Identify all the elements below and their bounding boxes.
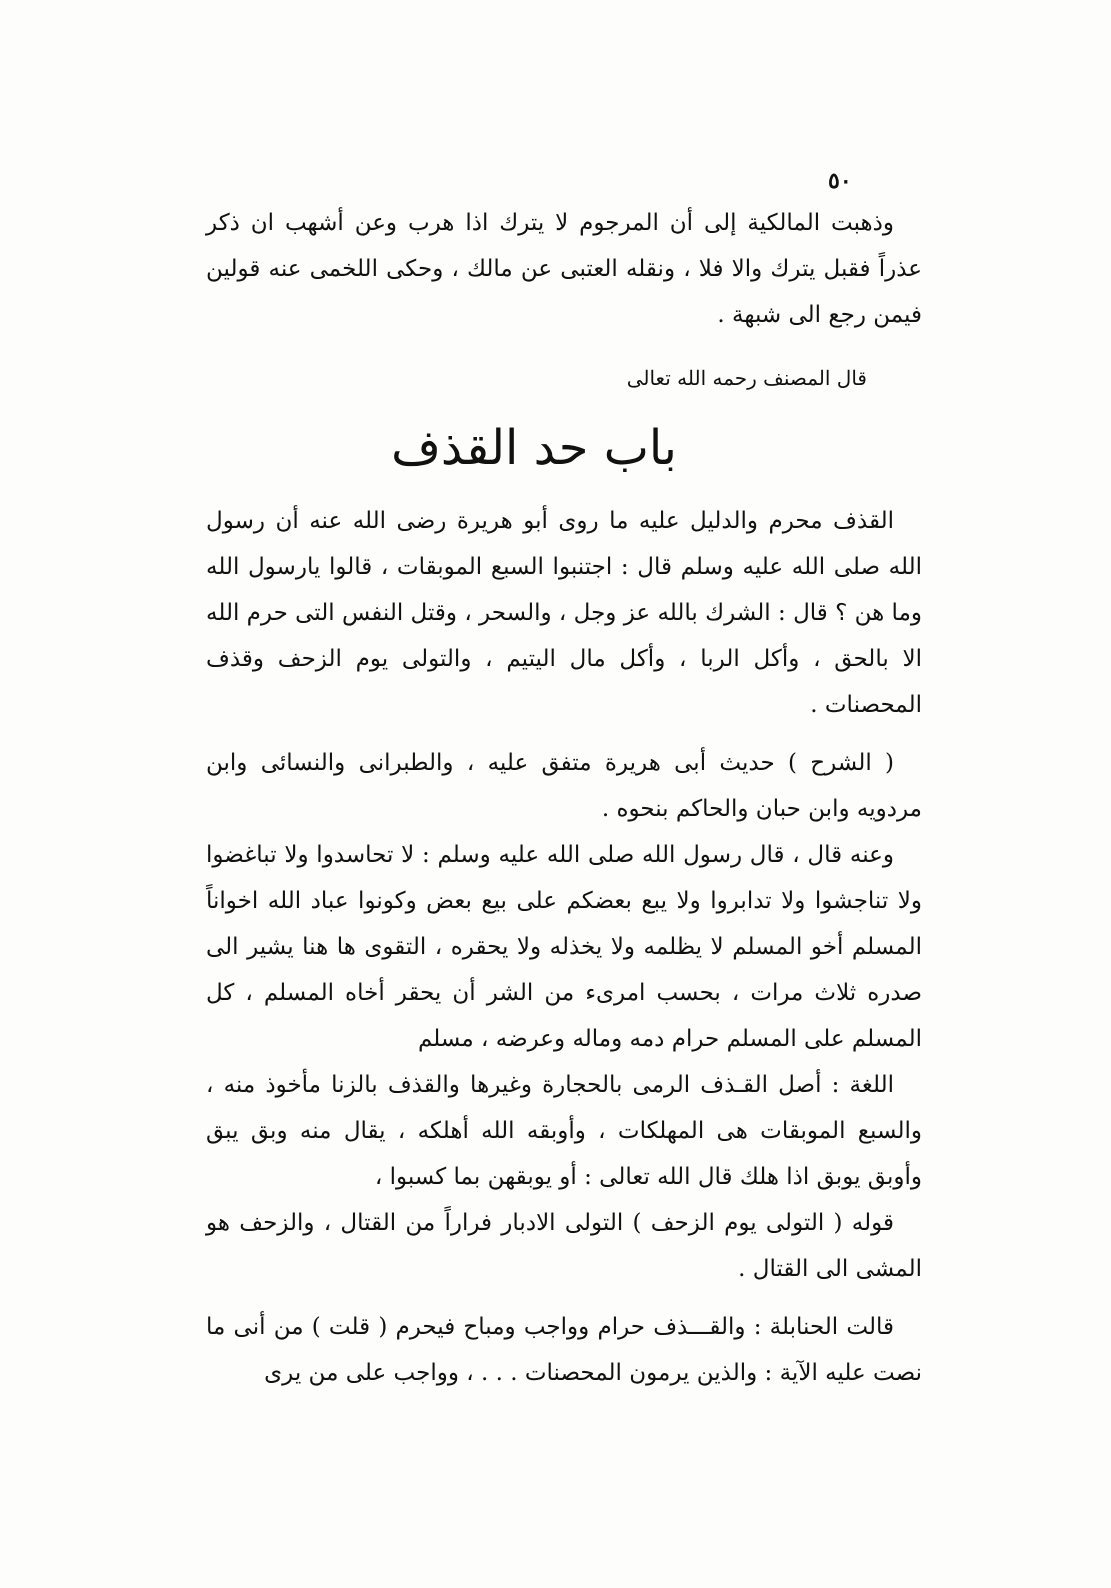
spacer [206,728,922,740]
chapter-title: باب حد القذف [391,420,677,476]
paragraph-maliki-opinion: وذهبت المالكية إلى أن المرجوم لا يترك اذا هرب وعن أشهب ان ذكر عذراً فقبل يترك والا فلا ، ونقله العتبى عن مالك ، وحكى اللخمى عنه قولين فيمن رجع الى شبهة . [206,210,922,328]
page-number: ٥٠ [828,168,852,194]
paragraph-sharh: ( الشرح ) حديث أبى هريرة متفق عليه ، والطبرانى والنسائى وابن مردويه وابن حبان والحاكم بنحوه . [206,750,922,822]
paragraph-hanabila: قالت الحنابلة : والقـــذف حرام وواجب ومباح فيحرم ( قلت ) من أنى ما نصت عليه الآية : والذين يرمون المحصنات . . . ، وواجب على من يرى [206,1314,922,1386]
author-attribution: قال المصنف رحمه الله تعالى [626,366,867,390]
page-body [206,200,922,1396]
paragraph-qadhf-hadith: القذف محرم والدليل عليه ما روى أبو هريرة رضى الله عنه أن رسول الله صلى الله عليه وسلم قال : اجتنبوا السبع الموبقات ، قالوا يارسول الله وما هن ؟ قال : الشرك بالله عز وجل ، والسحر ، وقتل النفس التى حرم الله الا بالحق ، وأكل الربا ، وأكل مال اليتيم ، والتولى يوم الزحف وقذف المحصنات . [206,508,922,718]
paragraph-hadith-brotherhood: وعنه قال ، قال رسول الله صلى الله عليه وسلم : لا تحاسدوا ولا تباغضوا ولا تناجشوا ولا تدابروا ولا يبع بعضكم على بيع بعض وكونوا عباد الله اخواناً المسلم أخو المسلم لا يظلمه ولا يخذله ولا يحقره ، التقوى ها هنا يشير الى صدره ثلاث مرات ، بحسب امرىء من الشر أن يحقر أخاه المسلم ، كل المسلم على المسلم حرام دمه وماله وعرضه ، مسلم [206,842,922,1052]
spacer [206,1292,922,1304]
paragraph-lughah: اللغة : أصل القـذف الرمى بالحجارة وغيرها والقذف بالزنا مأخوذ منه ، والسبع الموبقات هى المهلكات ، وأوبقه الله أهلكه ، يقال منه وبق يبق وأوبق يوبق اذا هلك قال الله تعالى : أو يوبقهن بما كسبوا ، [206,1072,922,1190]
spacer [206,338,922,358]
paragraph-tawalli: قوله ( التولى يوم الزحف ) التولى الادبار فراراً من القتال ، والزحف هو المشى الى القتال . [206,1210,922,1282]
